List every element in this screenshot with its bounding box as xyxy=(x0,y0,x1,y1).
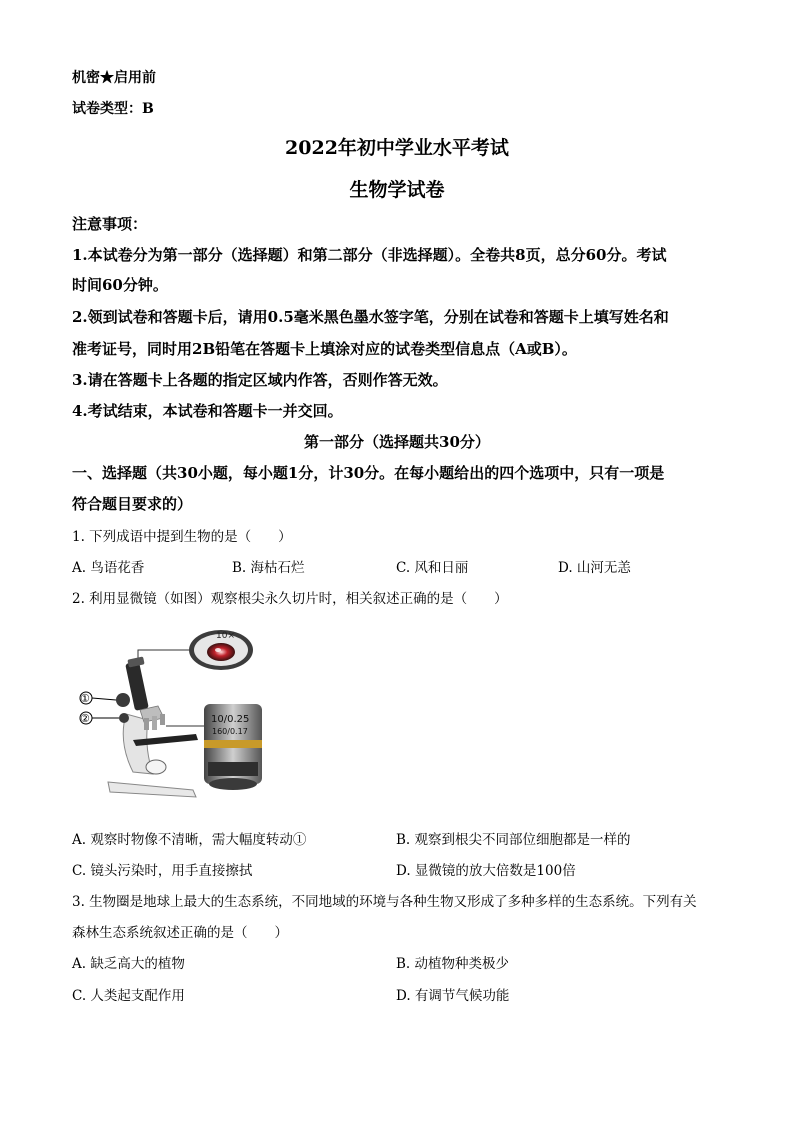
question-1-option-a: A. 鸟语花香 xyxy=(72,560,145,576)
exam-subtitle: 生物学试卷 xyxy=(349,179,445,201)
notice-line: 2.领到试卷和答题卡后，请用0.5毫米黑色墨水签字笔，分别在试卷和答题卡上填写姓名和 xyxy=(72,308,669,326)
question-3-option-b: B. 动植物种类极少 xyxy=(396,956,510,972)
microscope-figure xyxy=(78,622,278,802)
question-1-option-c: C. 风和日丽 xyxy=(396,560,469,576)
question-3-option-a: A. 缺乏高大的植物 xyxy=(72,956,185,972)
section-instruction: 一、选择题（共30小题，每小题1分，计30分。在每小题给出的四个选项中，只有一项是 xyxy=(72,464,665,482)
notice-line: 1.本试卷分为第一部分（选择题）和第二部分（非选择题）。全卷共8页，总分60分。考试 xyxy=(72,246,667,264)
coarse-focus-knob xyxy=(116,693,130,707)
notice-line: 准考证号，同时用2B铅笔在答题卡上填涂对应的试卷类型信息点（A或B）。 xyxy=(72,340,577,358)
question-2-stem: 2. 利用显微镜（如图）观察根尖永久切片时，相关叙述正确的是（ ） xyxy=(72,591,508,607)
notice-line: 4.考试结束，本试卷和答题卡一并交回。 xyxy=(72,402,343,420)
question-2-option-a: A. 观察时物像不清晰，需大幅度转动① xyxy=(72,832,307,848)
question-2-option-c: C. 镜头污染时，用手直接擦拭 xyxy=(72,863,253,879)
question-1-option-b: B. 海枯石烂 xyxy=(232,560,305,576)
question-3-option-c: C. 人类起支配作用 xyxy=(72,988,185,1004)
notice-line: 时间60分钟。 xyxy=(72,276,168,294)
question-1-stem: 1. 下列成语中提到生物的是（ ） xyxy=(72,529,292,545)
exam-title: 2022年初中学业水平考试 xyxy=(285,137,509,159)
objective-label-2: 160/0.17 xyxy=(212,727,248,736)
notice-heading: 注意事项： xyxy=(72,215,148,233)
microscope-illustration xyxy=(78,622,278,802)
confidential-label: 机密★启用前 xyxy=(72,70,156,86)
objective-label-1: 10/0.25 xyxy=(211,714,250,725)
question-2-option-b: B. 观察到根尖不同部位细胞都是一样的 xyxy=(396,832,631,848)
notice-line: 3.请在答题卡上各题的指定区域内作答，否则作答无效。 xyxy=(72,371,448,389)
question-1-option-d: D. 山河无恙 xyxy=(558,560,631,576)
section-instruction: 符合题目要求的） xyxy=(72,495,193,513)
paper-type-label: 试卷类型：B xyxy=(72,101,154,117)
part1-heading: 第一部分（选择题共30分） xyxy=(304,433,490,451)
microscope-base xyxy=(108,782,196,797)
fine-focus-knob xyxy=(119,713,129,723)
question-3-option-d: D. 有调节气候功能 xyxy=(396,988,510,1004)
question-3-stem: 森林生态系统叙述正确的是（ ） xyxy=(72,925,288,941)
eyepiece-label: 10× xyxy=(216,631,235,641)
question-2-option-d: D. 显微镜的放大倍数是100倍 xyxy=(396,863,576,879)
marker-2: ② xyxy=(80,712,90,725)
question-3-stem: 3. 生物圈是地球上最大的生态系统，不同地域的环境与各种生物又形成了多种多样的生态系统。下列有关 xyxy=(72,894,697,910)
marker-1: ① xyxy=(80,692,90,705)
